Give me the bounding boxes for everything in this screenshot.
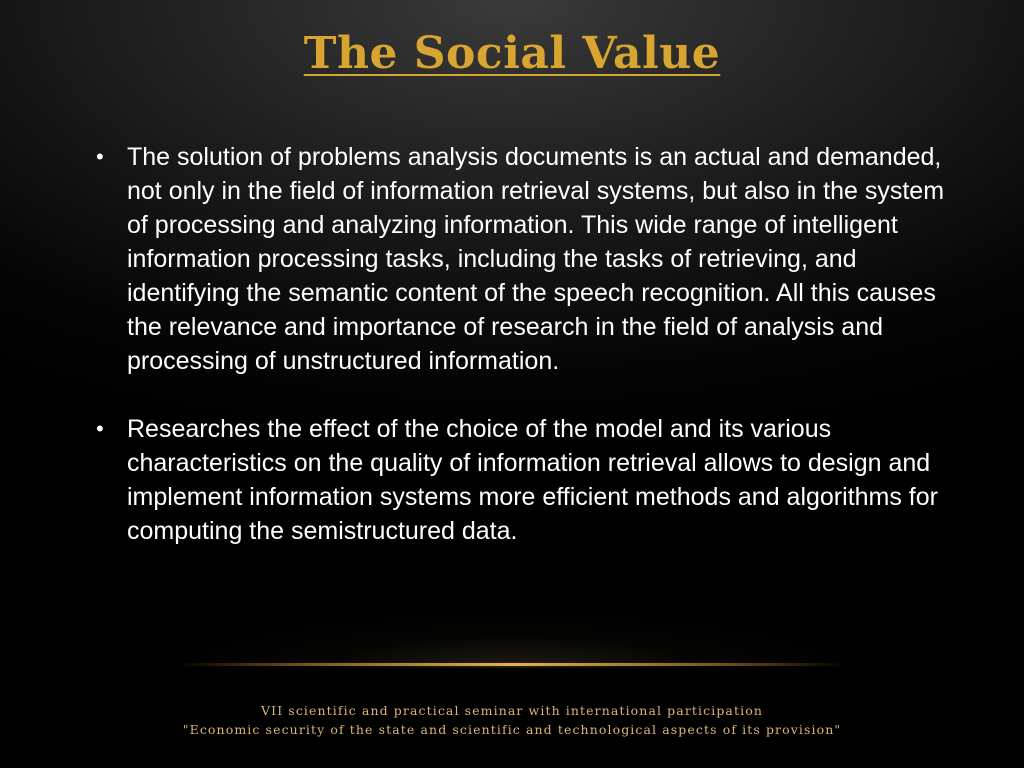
gold-divider — [180, 663, 844, 666]
divider-glow — [150, 608, 874, 668]
bullet-icon: • — [96, 144, 104, 169]
slide-content — [96, 140, 956, 582]
bullet-text: Researches the effect of the choice of the model and its various characteristics on the quality of information retrieval allows to design and implement information systems more efficient methods and algorithms for computing the semistructured data. — [127, 415, 938, 545]
footer-line-topic: "Economic security of the state and scientific and technological aspects of its provision" — [182, 722, 842, 737]
bullet-item — [96, 140, 956, 378]
footer-line-seminar: VII scientific and practical seminar with international participation — [261, 703, 763, 718]
bullet-icon: • — [96, 416, 104, 441]
bullet-item — [96, 412, 956, 548]
slide-title: The Social Value — [303, 28, 721, 79]
slide-footer — [0, 701, 1024, 739]
bullet-text: The solution of problems analysis documents is an actual and demanded, not only in the field of information retrieval systems, but also in the system of processing and analyzing information. This wide range of intelligent information processing tasks, including the tasks of retrieving, and identifying the semantic content of the speech recognition. All this causes the relevance and importance of research in the field of analysis and processing of unstructured information. — [127, 143, 945, 375]
